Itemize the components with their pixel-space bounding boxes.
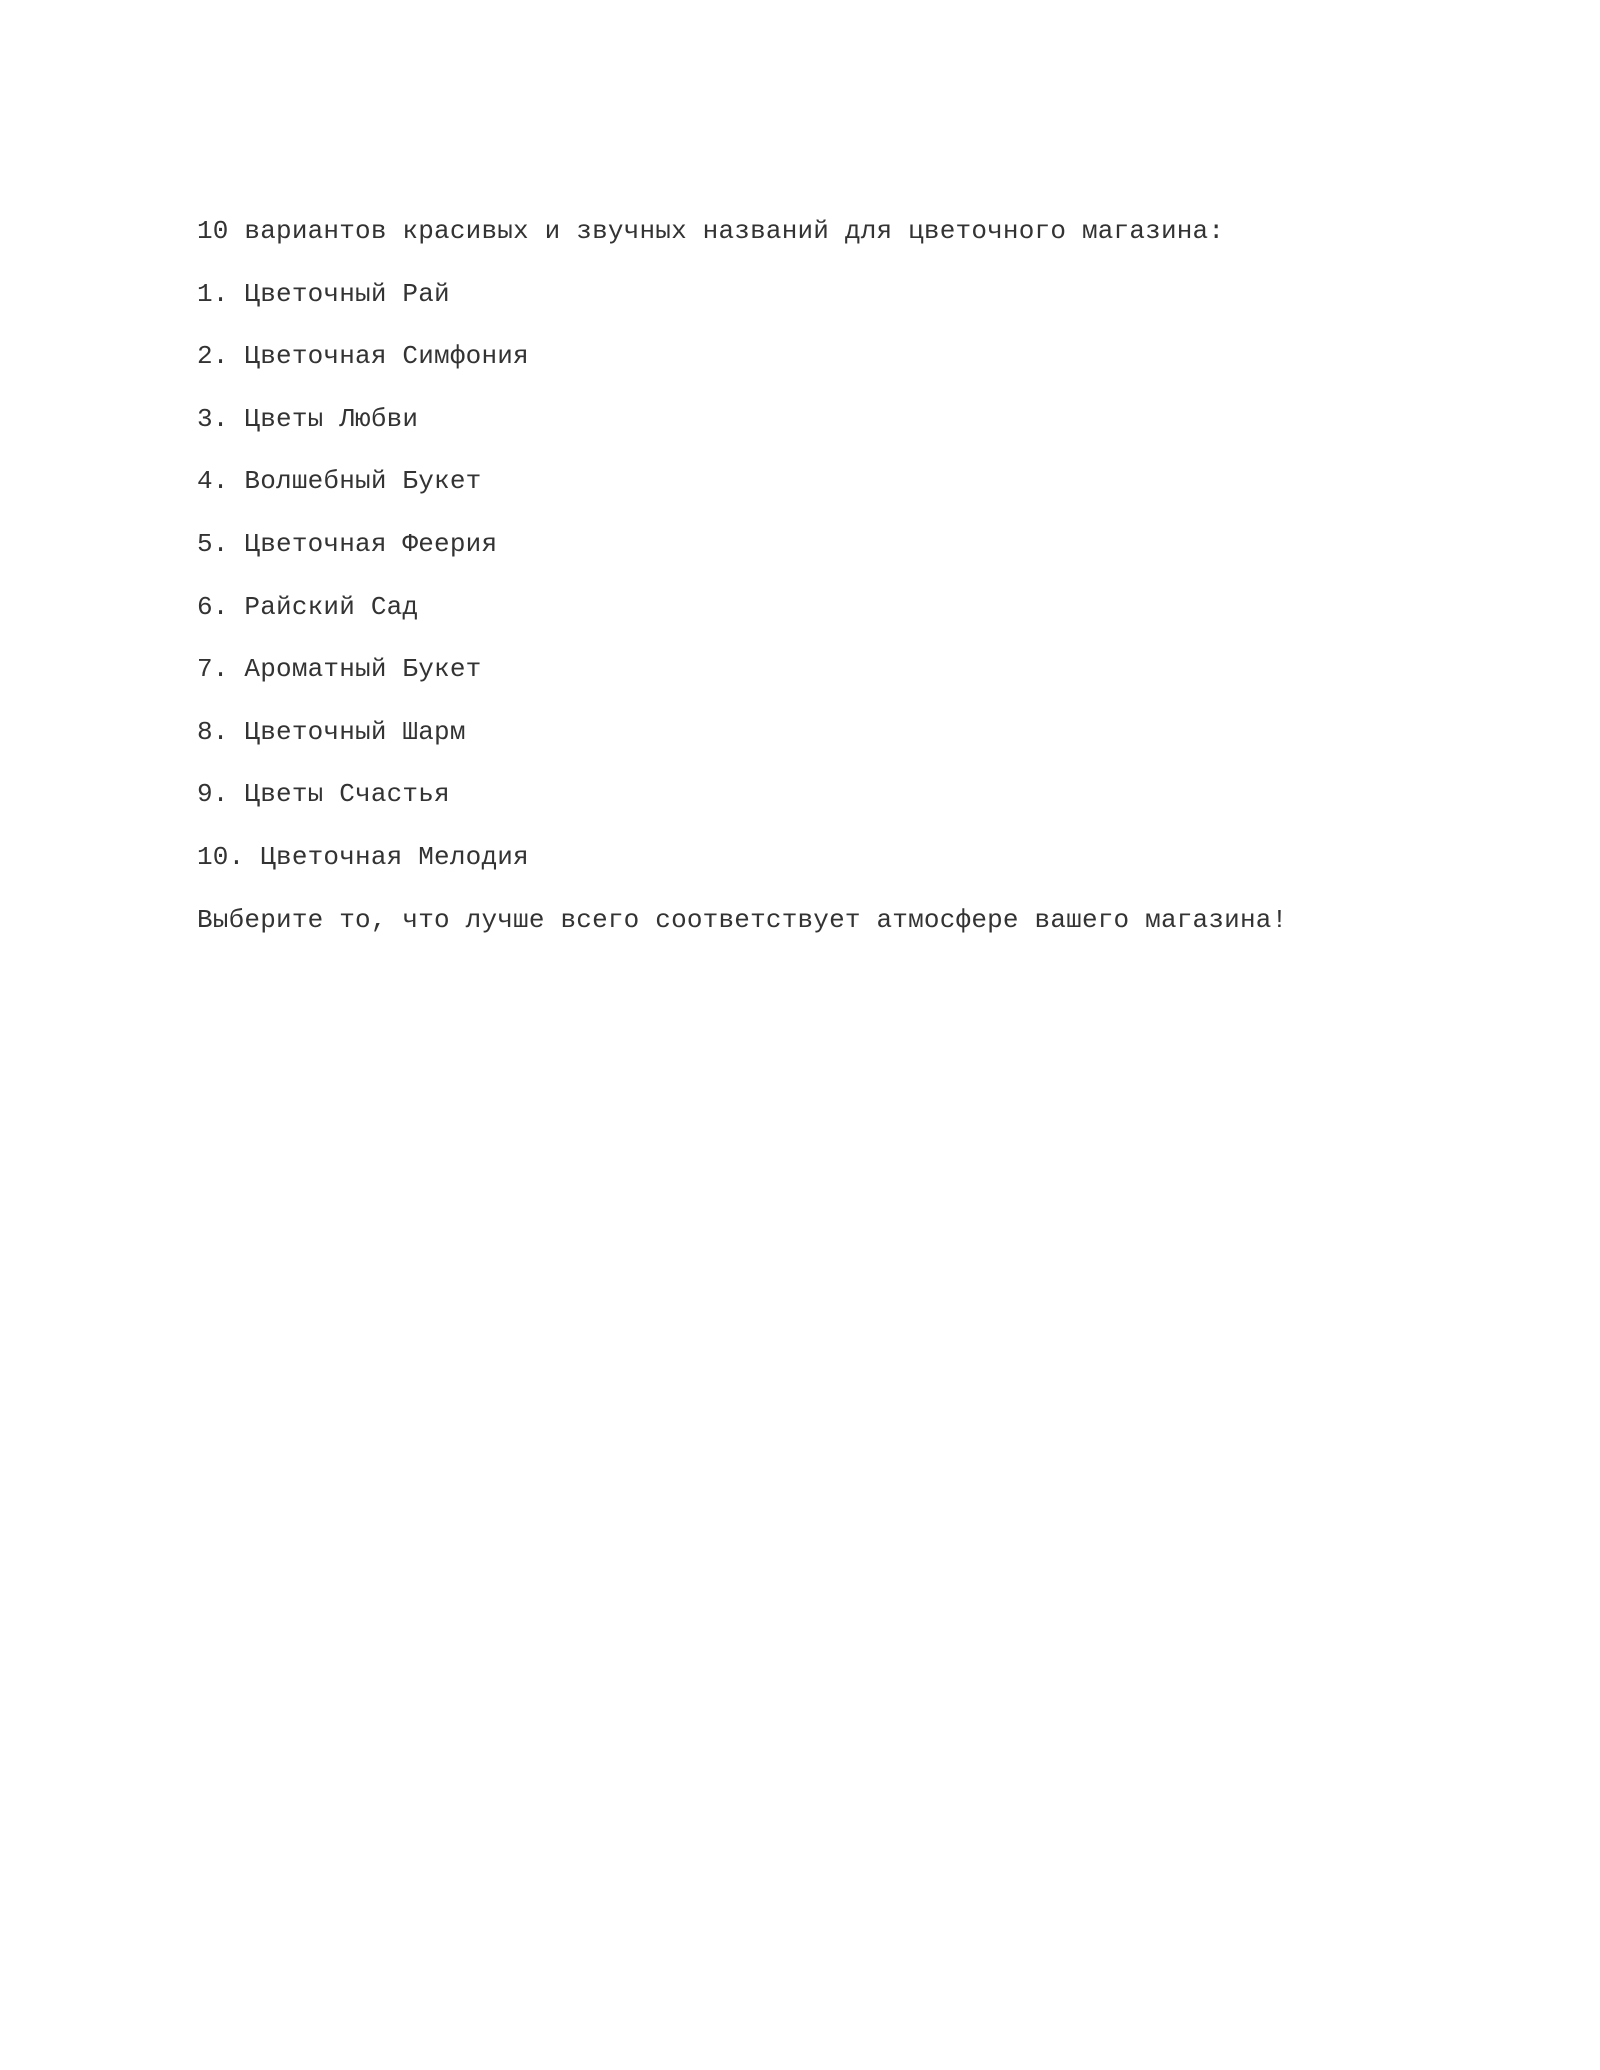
list-item: 3. Цветы Любви — [197, 403, 419, 434]
list-item: 8. Цветочный Шарм — [197, 716, 466, 747]
list-item: 2. Цветочная Симфония — [197, 341, 529, 372]
list-item: 10. Цветочная Мелодия — [197, 841, 529, 872]
list-item: 6. Райский Сад — [197, 591, 419, 622]
list-item: 1. Цветочный Рай — [197, 278, 450, 309]
closing-text: Выберите то, что лучше всего соответствует атмосфере вашего магазина! — [197, 904, 1288, 935]
intro-text: 10 вариантов красивых и звучных названий для цветочного магазина: — [197, 216, 1225, 246]
list-item: 5. Цветочная Феерия — [197, 528, 498, 559]
document-body — [197, 213, 1417, 964]
name-list — [197, 276, 1417, 875]
list-item: 9. Цветы Счастья — [197, 779, 450, 810]
list-item: 4. Волшебный Букет — [197, 466, 482, 497]
list-item: 7. Ароматный Букет — [197, 654, 482, 685]
